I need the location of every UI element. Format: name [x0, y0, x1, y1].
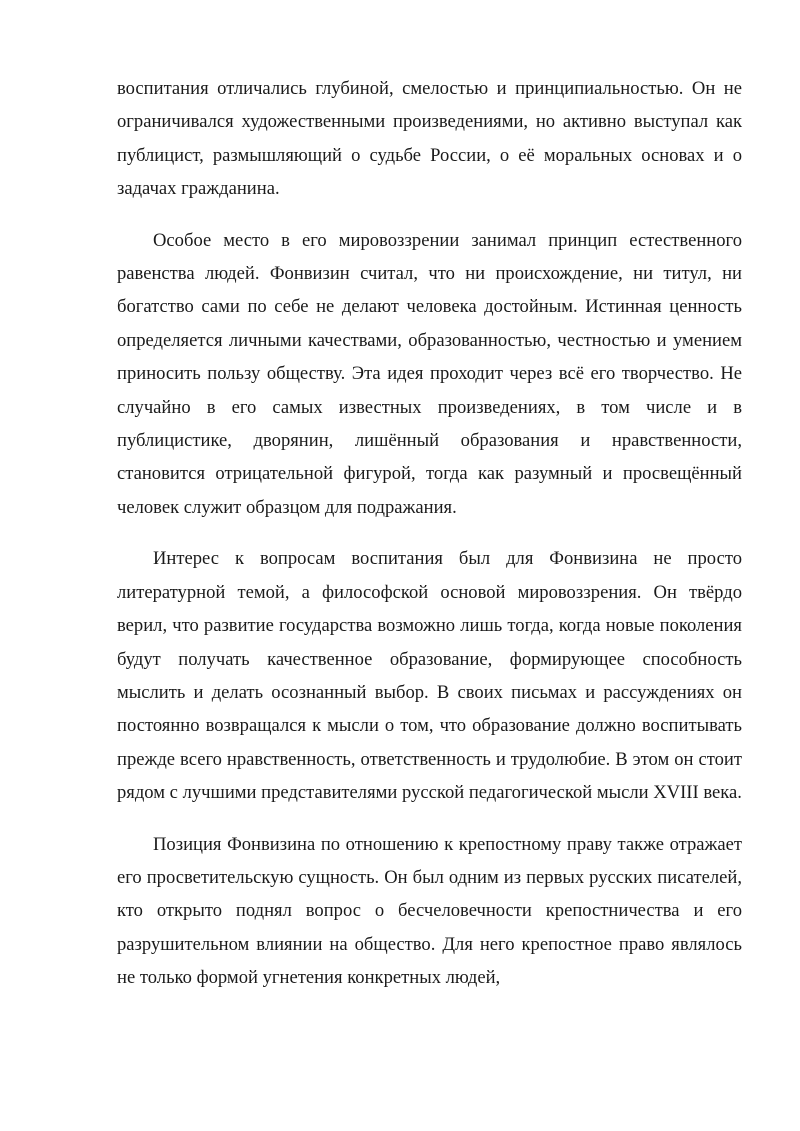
paragraph-3: Интерес к вопросам воспитания был для Фонвизина не просто литературной темой, а философской основой мировоззрения. Он твёрдо верил, что развитие государства возможно лишь тогда, когда новые поколения будут получать качественное образование, формирующее способность мыслить и делать осознанный выбор. В своих письмах и рассуждениях он постоянно возвращался к мысли о том, что образование должно воспитывать прежде всего нравственность, ответственность и трудолюбие. В этом он стоит рядом с лучшими представителями русской педагогической мысли XVIII века. [117, 548, 742, 804]
paragraph-1: воспитания отличались глубиной, смелостью и принципиальностью. Он не ограничивался художественными произведениями, но активно выступал как публицист, размышляющий о судьбе России, о её моральных основах и о задачах гражданина. [117, 78, 742, 200]
document-page [117, 72, 742, 1013]
paragraph-2: Особое место в его мировоззрении занимал принцип естественного равенства людей. Фонвизин считал, что ни происхождение, ни титул, ни богатство сами по себе не делают человека достойным. Истинная ценность определяется личными качествами, образованностью, честностью и умением приносить пользу обществу. Эта идея проходит через всё его творчество. Не случайно в его самых известных произведениях, в том числе и в публицистике, дворянин, лишённый образования и нравственности, становится отрицательной фигурой, тогда как разумный и просвещённый человек служит образцом для подражания. [117, 229, 742, 518]
paragraph-4: Позиция Фонвизина по отношению к крепостному праву также отражает его просветительскую сущность. Он был одним из первых русских писателей, кто открыто поднял вопрос о бесчеловечности крепостничества и его разрушительном влиянии на общество. Для него крепостное право являлось не только формой угнетения конкретных людей, [117, 833, 742, 989]
